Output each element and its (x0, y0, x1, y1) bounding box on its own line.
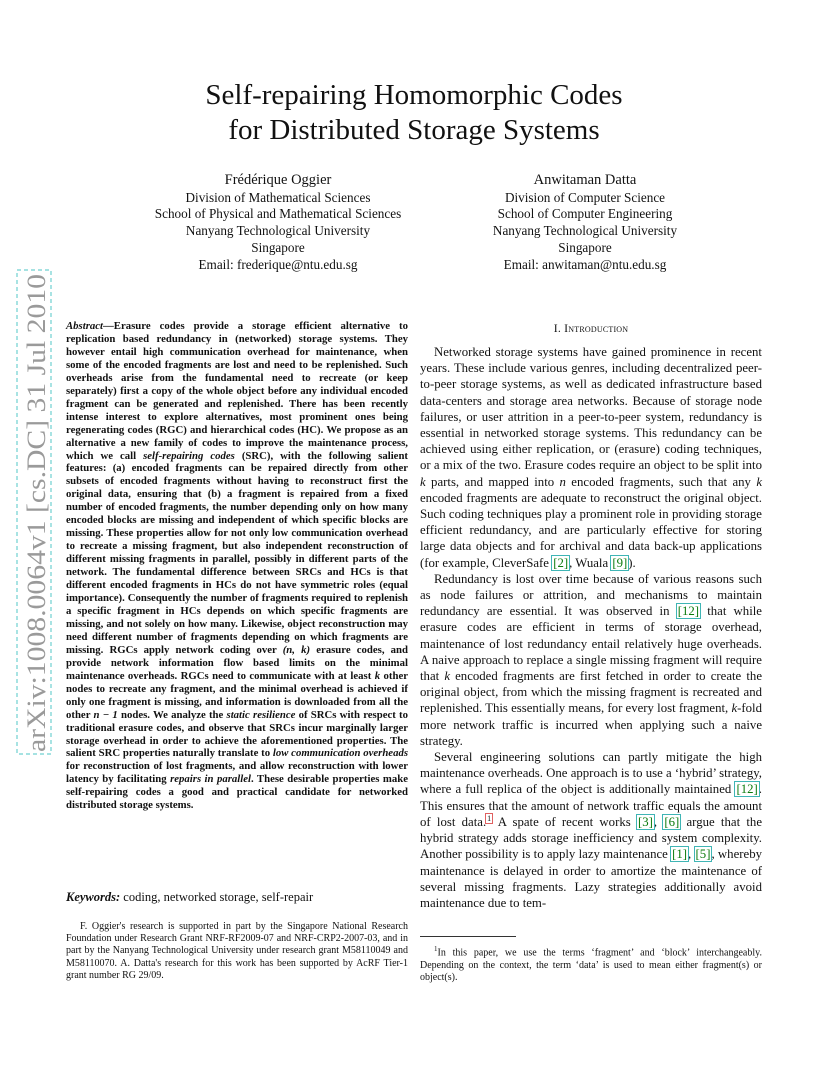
math-k: k (420, 474, 426, 489)
abstract-text: nodes. We analyze the (117, 708, 227, 721)
keywords-label: Keywords: (66, 890, 121, 904)
intro-paragraph-2 (420, 571, 762, 749)
intro-text: Redundancy is lost over time because of various reasons such as node failures or attrition, and mechanisms to maintain redundancy are essential. It was observed in (420, 571, 762, 619)
author-country: Singapore (251, 239, 305, 255)
author-university: Nanyang Technological University (185, 223, 371, 239)
citation-link[interactable]: [2] (553, 555, 569, 570)
intro-text: Networked storage systems have gained prominence in recent years. These include various genres, including decentralized peer-to-peer storage systems, as well as dedicated infrastructure based data-centers and storage area networks. Because of storage node failures, or user attrition in a peer-to-peer system, redundancy is essential in networked storage systems. This redundancy can be achieved using either replication, or (erasure) coding techniques, or a mix of the two. Erasure codes require an object to be split into (420, 345, 762, 473)
citation-link[interactable]: [6] (664, 814, 680, 829)
author-school: School of Physical and Mathematical Sciences (154, 206, 402, 222)
abstract-text: . These desirable properties make self-repairing codes a good and practical candidate for networked distributed storage systems. (66, 773, 408, 812)
intro-text: encoded fragments are first fetched in order to create the original object, from which the missing fragment is recreated and replenished. This essentially means, for every lost fragment, (420, 669, 762, 716)
math-n: n (559, 474, 566, 489)
abstract (66, 320, 408, 812)
intro-text: that while erasure codes are efficient in terms of storage overhead, maintenance of lost redundancy entail relatively huge overheads. A naive approach to replace a single missing fragment will require that (420, 604, 762, 684)
intro-text: encoded fragments are adequate to reconstruct the original object. Such coding techniques play a prominent role in providing storage efficient redundancy, and are particularly effective for storing large data objects and for archival and data back-up applications (for example, CleverSafe (420, 490, 762, 570)
author-block-1 (130, 172, 426, 273)
citation-link[interactable]: [5] (695, 847, 711, 862)
arxiv-identifier[interactable]: arXiv:1008.0064v1 [cs.DC] 31 Jul 2010 (21, 325, 51, 752)
math-n-k: (n, k) (282, 643, 311, 656)
intro-text: . This ensures that the amount of network traffic equals the amount of lost data. (420, 782, 762, 829)
citation-link[interactable]: [1] (672, 847, 688, 862)
abstract-text: —Erasure codes provide a storage efficient alternative to replication based redundancy in (networked) storage systems. They however entail high communication overhead for maintenance, when some of the encoded fragments are lost and need to be replenished. Such overheads arise from the fundamental need to recreate (or keep separately) first a copy of the whole object before any individual encoded fragment can be generated and replenished. There has been recently intense interest to explore alternatives, most prominent ones being regenerating codes (RGC) and hierarchical codes (HC). We propose as an alternative a new family of codes to improve the maintenance process, which we call (66, 320, 408, 462)
title-line-1: Self-repairing Homomorphic Codes (205, 79, 623, 111)
citation-link[interactable]: [12] (736, 782, 758, 797)
intro-text: encoded fragments, such that any (565, 474, 757, 489)
abstract-emphasis: self-repairing codes (143, 449, 235, 462)
author-dept: Division of Mathematical Sciences (185, 189, 371, 205)
keywords-text: coding, networked storage, self-repair (120, 890, 314, 904)
intro-text: ). (628, 555, 636, 570)
keywords (66, 890, 408, 905)
author-name: Frédérique Oggier (224, 172, 332, 188)
math-k: k (374, 669, 381, 682)
intro-text: , whereby maintenance is delayed in order to amortize the maintenance of several missing fragments. Lazy strategies additionally avoid maintenance due to tem- (420, 847, 762, 910)
abstract-text: of SRCs with respect to traditional erasure codes, and observe that SRCs incur marginally larger storage overhead in order to achieve the aforementioned properties. The salient SRC properties naturally translate to (66, 708, 408, 760)
footnote-link[interactable]: 1 (487, 813, 492, 823)
abstract-text: erasure codes, and provide network information flow based limits on the minimal maintenance overheads. RGCs need to communicate with at least (66, 643, 409, 682)
arxiv-stamp (14, 268, 54, 756)
math-k: k (731, 701, 738, 716)
author-block-2 (470, 172, 700, 273)
math-k: k (756, 474, 762, 489)
intro-text: parts, and mapped into (425, 474, 560, 489)
abstract-text: other nodes to recreate any fragment, and the minimal overhead is achieved if only one fragment is missing, and information is downloaded from all the other (66, 669, 408, 721)
author-name: Anwitaman Datta (533, 172, 637, 188)
abstract-text: (SRC), with the following salient features: (a) encoded fragments can be repaired directly from other subsets of encoded fragments without having to reconstruct first the original data, ensuring that (b) a fragment is repaired from a fixed number of encoded fragments, the number depending only on how many encoded blocks are missing and independent of which specific blocks are missing. These properties allow for not only low communication overhead to recreate a missing fragment, but also independent reconstruction of different missing fragments in parallel, possibly in different parts of the network. The fundamental difference between SRCs and HCs is that different encoded fragments in HCs do not have symmetric roles (equal importance). Consequently the number of fragments required to replenish a specific fragment in HCs depends on which specific fragments are missing, and not solely on how many. Likewise, object reconstruction may need different number of fragments depending on which fragments are missing. RGCs apply network coding over (66, 449, 409, 656)
intro-text: Several engineering solutions can partly mitigate the high maintenance overheads. One approach is to use a ‘hybrid’ strategy, where a full replica of the object is additionally maintained (420, 750, 762, 797)
paper-title (0, 78, 828, 148)
abstract-emphasis: repairs in parallel (170, 773, 251, 786)
intro-paragraph-1 (420, 344, 762, 571)
introduction-body (420, 344, 762, 911)
author-dept: Division of Computer Science (504, 189, 666, 205)
abstract-emphasis: low communication overheads (272, 747, 408, 760)
funding-note: F. Oggier's research is supported in part by the Singapore National Research Foundation under Research Grant NRF-RF2009-07 and NRF-CRP2-2007-03, and in part by the Nanyang Technological University under research grant M58110049 and M58110070. A. Datta's research for this work has been supported by AcRF Tier-1 grant number RG 29/09. (66, 921, 408, 981)
author-email: Email: frederique@ntu.edu.sg (198, 256, 358, 272)
citation-link[interactable]: [3] (637, 814, 653, 829)
intro-text: A spate of recent works (492, 814, 637, 829)
section-number: I. (553, 321, 565, 335)
author-school: School of Computer Engineering (497, 206, 673, 222)
footnote-mark: 1 (434, 945, 438, 953)
abstract-emphasis: static resilience (226, 708, 296, 721)
footnote-text: In this paper, we use the terms ‘fragment’ and ‘block’ interchangeably. Depending on the context, the term ‘data’ is used to mean either fragment(s) or object(s). (420, 947, 762, 983)
intro-text: , (653, 814, 664, 829)
intro-text: , (688, 847, 695, 862)
section-heading (420, 321, 762, 335)
intro-text: -fold more network traffic is incurred when applying such a naive strategy. (420, 701, 763, 748)
intro-paragraph-3 (420, 749, 762, 911)
citation-link[interactable]: [9] (612, 555, 628, 570)
title-line-2: for Distributed Storage Systems (228, 114, 600, 146)
intro-text: argue that the hybrid strategy adds storage inefficiency and system complexity. Another possibility is to apply lazy maintenance (420, 814, 762, 862)
author-country: Singapore (558, 239, 612, 255)
abstract-text: for reconstruction of lost fragments, and allow reconstruction with lower latency by facilitating (66, 760, 408, 786)
math-n-minus-1: n − 1 (93, 708, 118, 721)
footnote (420, 943, 762, 984)
intro-text: , Wuala (569, 555, 612, 570)
footnote-divider (420, 936, 516, 937)
section-title: Introduction (564, 321, 629, 335)
math-k: k (444, 669, 450, 684)
author-university: Nanyang Technological University (492, 223, 678, 239)
abstract-label: Abstract (66, 320, 104, 332)
author-email: Email: anwitaman@ntu.edu.sg (503, 256, 667, 272)
citation-link[interactable]: [12] (677, 604, 700, 619)
